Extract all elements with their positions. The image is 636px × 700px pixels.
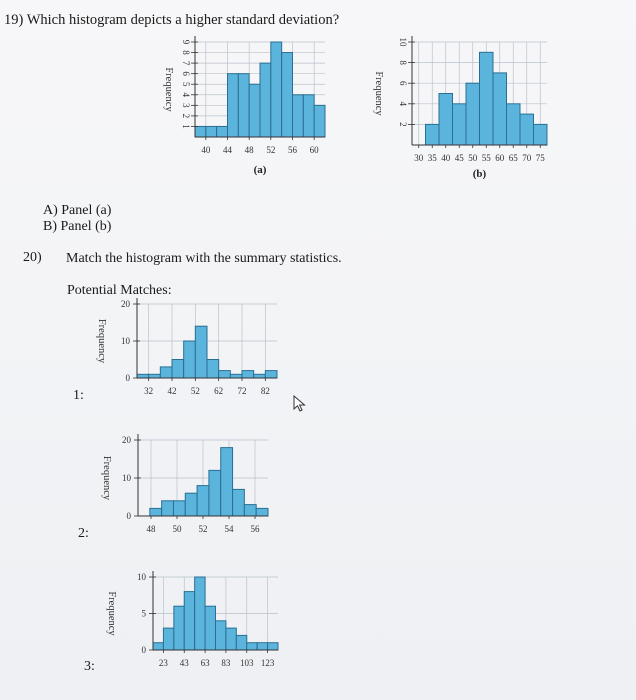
x-tick-label: 56: [250, 524, 260, 534]
y-tick-label: 0: [126, 511, 131, 521]
x-tick-label: 52: [266, 145, 276, 155]
y-tick-label: 0: [141, 645, 146, 655]
histogram-bar: [217, 126, 228, 137]
histogram-panel-a: [150, 30, 335, 185]
x-tick-label: 52: [190, 386, 200, 396]
x-tick-label: 72: [237, 386, 247, 396]
histogram-bar: [197, 486, 209, 516]
histogram-bar: [520, 114, 534, 145]
y-axis-label: Frequency: [373, 71, 384, 116]
histogram-bar: [149, 374, 161, 378]
histogram-match-2: [90, 428, 280, 543]
histogram-bar: [219, 371, 231, 378]
x-tick-label: 42: [167, 386, 177, 396]
histogram-bar: [314, 105, 325, 137]
x-tick-label: 54: [224, 524, 234, 534]
option-b[interactable]: B) Panel (b): [43, 219, 112, 234]
histogram-bar: [172, 360, 184, 379]
y-tick-label: 8: [398, 60, 408, 65]
histogram-bar: [236, 635, 246, 650]
panel-label: (a): [253, 164, 267, 176]
y-axis-label: Frequency: [101, 455, 112, 501]
histogram-bar: [206, 126, 217, 137]
histogram-bar: [271, 42, 282, 137]
histogram-match-1: [85, 298, 295, 403]
y-tick-label: 6: [181, 71, 191, 76]
potential-matches-heading: Potential Matches:: [67, 283, 172, 298]
histogram-bar: [195, 126, 206, 137]
x-tick-label: 62: [214, 386, 224, 396]
option-a[interactable]: A) Panel (a): [43, 203, 112, 218]
x-tick-label: 82: [260, 386, 270, 396]
x-tick-label: 43: [179, 658, 189, 668]
y-tick-label: 4: [181, 92, 191, 98]
histogram-bar: [268, 643, 278, 650]
x-tick-label: 52: [198, 524, 208, 534]
y-tick-label: 10: [398, 37, 408, 47]
x-tick-label: 30: [414, 153, 424, 163]
y-tick-label: 5: [141, 608, 146, 619]
y-tick-label: 10: [122, 473, 131, 483]
question-19-title: 19) Which histogram depicts a higher standard deviation?: [4, 12, 340, 28]
histogram-bar: [153, 643, 163, 650]
y-tick-label: 20: [122, 435, 131, 445]
x-tick-label: 103: [240, 658, 254, 668]
histogram-bar: [249, 84, 260, 137]
histogram-bar: [480, 52, 494, 145]
histogram-bar: [205, 606, 215, 650]
x-tick-label: 50: [468, 153, 478, 163]
histogram-bar: [439, 94, 453, 146]
y-tick-label: 4: [398, 101, 408, 107]
histogram-bar: [293, 95, 304, 137]
y-tick-label: 20: [121, 299, 130, 309]
histogram-bar: [254, 374, 266, 378]
histogram-bar: [507, 104, 521, 145]
histogram-bar: [150, 508, 162, 516]
histogram-bar: [163, 628, 173, 650]
histogram-bar: [160, 367, 172, 378]
histogram-bar: [195, 326, 207, 378]
histogram-bar: [184, 592, 194, 650]
histogram-bar: [195, 577, 205, 650]
histogram-bar: [247, 643, 257, 650]
x-tick-label: 48: [146, 524, 156, 534]
question-20-number: 20): [23, 250, 42, 265]
histogram-bar: [209, 470, 221, 516]
histogram-bar: [466, 83, 480, 145]
y-axis-label: Frequency: [163, 67, 174, 112]
histogram-bar: [534, 124, 548, 145]
histogram-bar: [174, 606, 184, 650]
match-label-2: 2:: [78, 526, 89, 541]
x-tick-label: 70: [522, 153, 532, 163]
histogram-bar: [216, 621, 226, 650]
x-tick-label: 60: [309, 145, 319, 155]
histogram-bar: [228, 74, 239, 137]
y-tick-label: 3: [181, 103, 191, 108]
x-tick-label: 55: [481, 153, 491, 163]
y-tick-label: 9: [181, 39, 191, 45]
histogram-bar: [493, 73, 507, 145]
x-tick-label: 83: [221, 658, 231, 668]
y-tick-label: 8: [181, 50, 191, 55]
x-tick-label: 50: [172, 524, 182, 534]
histogram-bar: [226, 628, 236, 650]
y-tick-label: 2: [181, 113, 191, 119]
y-tick-label: 0: [125, 373, 130, 383]
x-tick-label: 75: [535, 153, 545, 163]
x-tick-label: 65: [508, 153, 518, 163]
histogram-bar: [244, 505, 256, 516]
mouse-pointer-icon: [292, 395, 308, 413]
histogram-bar: [233, 489, 245, 516]
histogram-bar: [137, 374, 149, 378]
histogram-bar: [256, 508, 268, 516]
x-tick-label: 63: [200, 658, 210, 668]
histogram-bar: [303, 95, 314, 137]
x-tick-label: 48: [244, 145, 254, 155]
histogram-bar: [207, 360, 219, 379]
x-tick-label: 35: [427, 153, 437, 163]
histogram-panel-b: [362, 30, 562, 185]
y-tick-label: 10: [121, 336, 130, 346]
histogram-bar: [221, 448, 233, 516]
histogram-bar: [242, 371, 254, 378]
x-tick-label: 45: [454, 153, 464, 163]
x-tick-label: 40: [441, 153, 451, 163]
histogram-bar: [238, 74, 249, 137]
x-tick-label: 23: [158, 658, 168, 668]
match-label-1: 1:: [73, 388, 84, 403]
histogram-bar: [453, 104, 467, 145]
match-label-3: 3:: [84, 659, 95, 674]
histogram-bar: [230, 374, 242, 378]
x-tick-label: 123: [260, 658, 275, 668]
x-tick-label: 56: [288, 145, 297, 155]
y-tick-label: 2: [398, 122, 408, 127]
histogram-bar: [282, 53, 293, 137]
histogram-bar: [426, 124, 440, 145]
histogram-bar: [257, 643, 267, 650]
x-tick-label: 40: [201, 145, 211, 155]
histogram-match-3: [95, 568, 295, 673]
x-tick-label: 44: [223, 145, 232, 155]
question-20-prompt: Match the histogram with the summary statistics.: [66, 251, 342, 266]
histogram-bar: [185, 493, 197, 516]
x-tick-label: 32: [144, 386, 154, 396]
y-tick-label: 1: [181, 124, 191, 129]
panel-label: (b): [472, 168, 487, 180]
y-tick-label: 10: [137, 572, 146, 582]
y-tick-label: 7: [181, 60, 191, 66]
histogram-bar: [260, 63, 271, 137]
y-tick-label: 6: [398, 80, 408, 86]
x-tick-label: 60: [495, 153, 505, 163]
histogram-bar: [265, 371, 277, 378]
y-axis-label: Frequency: [96, 318, 107, 364]
histogram-bar: [162, 501, 174, 516]
y-axis-label: Frequency: [106, 591, 117, 636]
histogram-bar: [173, 501, 185, 516]
histogram-bar: [184, 341, 196, 378]
y-tick-label: 5: [181, 81, 191, 87]
